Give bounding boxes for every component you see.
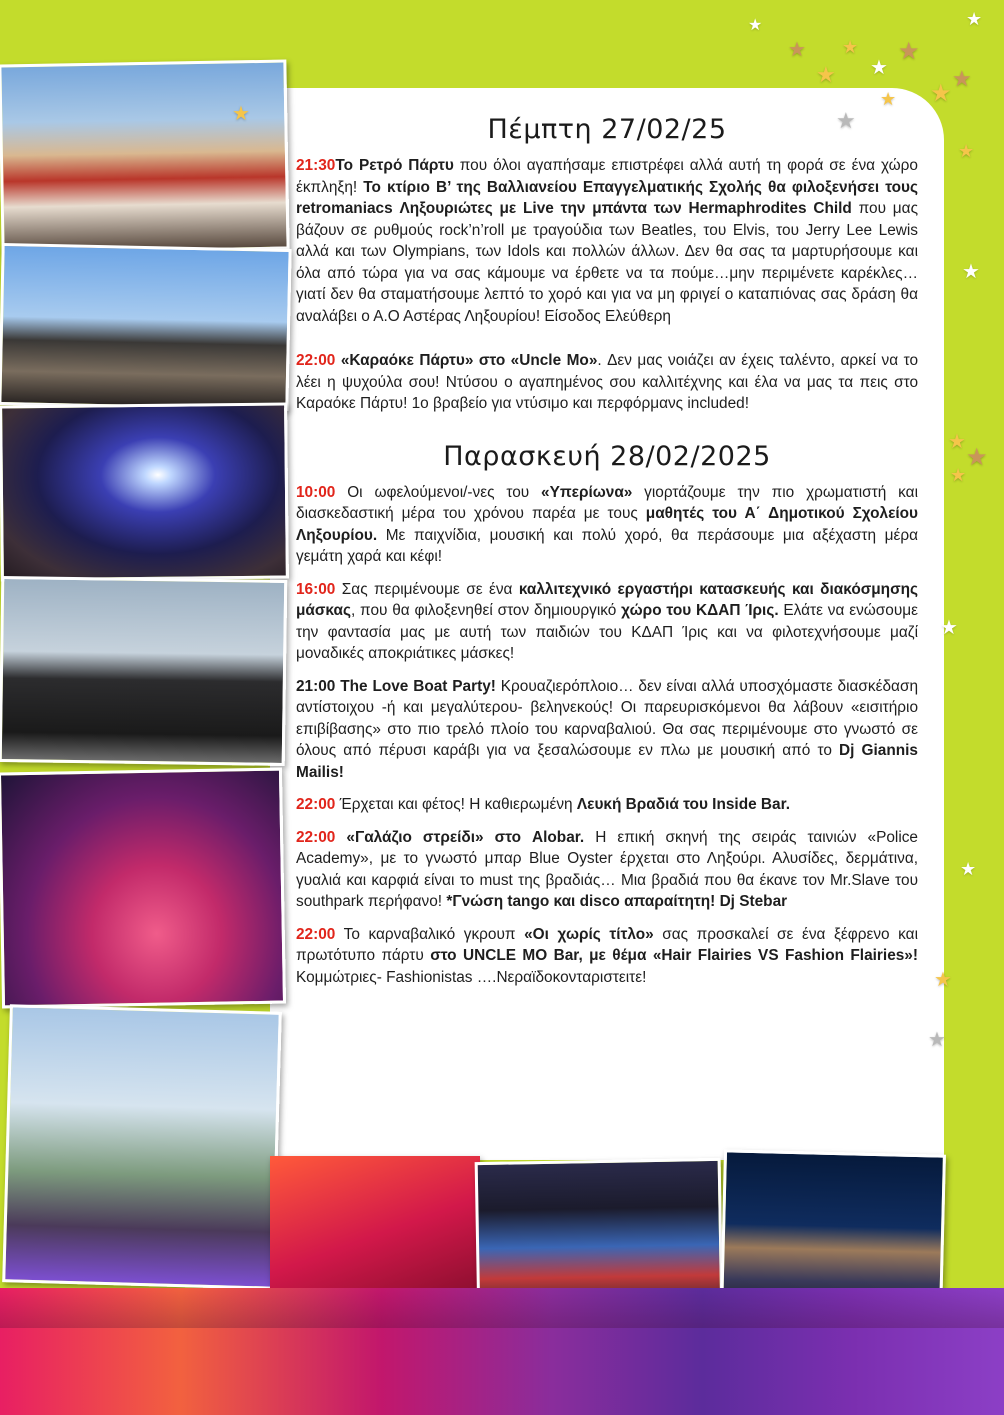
star-icon: ★ [948,431,966,453]
star-icon: ★ [880,89,897,109]
event-text-bold: «Γαλάζιο στρείδι» στο Alobar. [335,828,585,846]
star-icon: ★ [966,9,983,29]
event-text: γιορτάζουμε την πιο χρωματιστή και διασκεδαστική μέρα του χρόνου παρέα με τους [296,483,918,522]
stage-concert-photo [0,402,289,581]
star-icon: ★ [930,80,952,107]
star-icon: ★ [928,1029,946,1051]
day-section-thursday [296,114,918,415]
event-time: 22:00 [296,796,336,813]
event-text: Έρχεται και φέτος! Η καθιερωμένη [335,796,577,813]
star-icon: ★ [842,37,859,57]
star-icon: ★ [232,103,250,125]
event-time: 10:00 [296,483,336,501]
event-item [296,827,918,913]
event-item [296,482,918,568]
event-text: Ελάτε να ενώσουμε την φαντασία μας με αυτή των παιδιών του ΚΔΑΠ Ίρις και να φιλοτεχνήσουμε μαζί μοναδικές αποκριάτικες μάσκες! [296,602,918,662]
event-text-bold: «Οι χωρίς τίτλο» [524,925,654,943]
carnival-parade-photo [0,60,290,255]
events-content [296,106,918,999]
star-icon: ★ [748,17,763,34]
event-item [296,350,918,415]
star-icon: ★ [958,141,975,161]
event-text-bold: «Καραόκε Πάρτυ» στο «Uncle Mo» [335,352,598,369]
event-item [296,924,918,989]
event-time: 21:30 [296,157,336,174]
event-text: που μας βάζουν σε ρυθμούς rock’n’roll με τραγούδια των Beatles, του Elvis, του Jerry Lee Lewis αλλά και των Olympians, των Idols και πολλών άλλων. Δεν θα σας τα μαρτυρήσουμε και όλα από τώρα για να σας κάμουμε να έρθετε να τα πούμε…μην περιμένετε καρέκλες… γιατί δεν θα σταματήσουμε λεπτό το χορό και για να μη φριγεί ο καταπιόνας σας δράση θα αναλάβει ο Α.Ο Αστέρας Ληξουρίου! Είσοδος Ελεύθερη [296,200,918,325]
bottom-decorative-band [0,1288,1004,1415]
event-item [296,676,918,784]
event-time: 16:00 [296,580,336,598]
event-text-bold: Dj Giannis Mailis! [296,742,918,781]
event-text: Οι ωφελούμενοι/-νες του [335,483,542,501]
event-time: 22:00 [296,352,336,369]
star-icon: ★ [870,57,888,79]
event-time: 22:00 [296,828,336,846]
event-text-bold: *Γνώση tango και disco απαραίτητη! Dj Stebar [446,893,788,910]
event-text-bold: 21:00 The Love Boat Party! [296,677,496,695]
star-icon: ★ [952,66,972,91]
star-icon: ★ [836,108,856,133]
event-text: Με παιχνίδια, μουσική και πολύ χορό, θα περάσουμε μια αξέχαστη μέρα γεμάτη χαρά και κέφι! [296,526,918,565]
event-text: που όλοι αγαπήσαμε επιστρέφει αλλά αυτή τη φορά σε ένα χώρο έκπληξη! [296,157,918,196]
star-icon: ★ [934,969,952,991]
star-icon: ★ [960,859,977,879]
day-section-friday [296,441,918,989]
event-text: Κρουαζιερόπλοιο… δεν είναι αλλά υποσχόμαστε διασκέδαση αντίστοιχου -ή και μεγαλύτερου- βεληνεκούς! Οι παρευρισκόμενοι θα λάβουν «εισιτήριο επιβίβασης» στο πιο τρελό πλοίο του καρναβαλιού. Θα σας περιμένουμε στο γνωστό σε όλους από πέρυσι καράβι για να ξεσαλώσουμε εν πλω με μουσική από το [296,677,919,759]
event-time: 22:00 [296,925,336,943]
star-icon: ★ [788,39,806,61]
day-title: Πέμπτη 27/02/25 [487,114,727,145]
star-icon: ★ [962,261,980,283]
love-boat-ship-photo [0,768,286,1009]
star-icon: ★ [966,444,988,471]
event-text-bold: Λευκή Βραδιά του Inside Bar. [576,796,791,813]
cage-float-photo [0,243,292,411]
event-text-bold: χώρο του ΚΔΑΠ Ίρις. [621,602,779,619]
event-text-bold: «Υπερίωνα» [541,483,633,501]
event-text-bold: καλλιτεχνικό εργαστήρι κατασκευής και διακόσμησης μάσκας [296,580,918,619]
star-icon: ★ [898,38,920,65]
event-text: Κομμώτριες- Fashionistas ….Νεραϊδοκονταριστειτε! [296,968,647,986]
event-text-bold: στο UNCLE MO Bar, με θέμα «Hair Flairies VS Fashion Flairies»! [430,947,918,964]
day-title: Παρασκευή 28/02/2025 [443,440,771,472]
event-item [296,794,918,816]
event-text: σας προσκαλεί σε ένα ξέφρενο και πρωτότυπο πάρτυ [296,925,919,964]
star-icon: ★ [816,62,836,87]
event-text: Το καρναβαλικό γκρουπ [335,925,525,943]
star-icon: ★ [940,617,958,639]
event-text: Σας περιμένουμε σε ένα [335,580,519,598]
event-text-bold: Το κτίριο Β’ της Βαλλιανείου Επαγγελματικής Σχολής θα φιλοξενήσει τους retromaniacs Ληξουριώτες με Live την μπάντα των Hermaphrodites Child [296,178,918,217]
event-text-bold: μαθητές του Α΄ Δημοτικού Σχολείου Ληξουρίου. [296,505,919,544]
event-item [296,579,918,665]
star-icon: ★ [950,465,967,485]
band-photo [0,576,287,766]
event-text: , που θα φιλοξενηθεί στον δημιουργικό [350,602,622,619]
event-item [296,155,918,327]
event-text: Η επική σκηνή της σειράς ταινιών «Police Academy», με το γνωστό μπαρ Blue Oyster έρχεται στο Ληξούρι. Αλυσίδες, δερμάτινα, γυαλιά και καρφιά είναι το must της βραδιάς… Μια βραδιά που θα έκανε τον Mr.Slave του southpark περήφανο! [296,828,918,910]
event-text: . Δεν μας νοιάζει αν έχεις ταλέντο, αρκεί να το λέει η ψυχούλα σου! Ντύσου ο αγαπημένος σου καλλιτέχνης και έλα να μας τα πεις στο Καραόκε Πάρτυ! 1ο βραβείο για ντύσιμο και περφόρμανς included! [296,352,919,412]
event-text-bold: Το Ρετρό Πάρτυ [335,157,454,174]
confetti-performer-photo [2,1004,282,1289]
